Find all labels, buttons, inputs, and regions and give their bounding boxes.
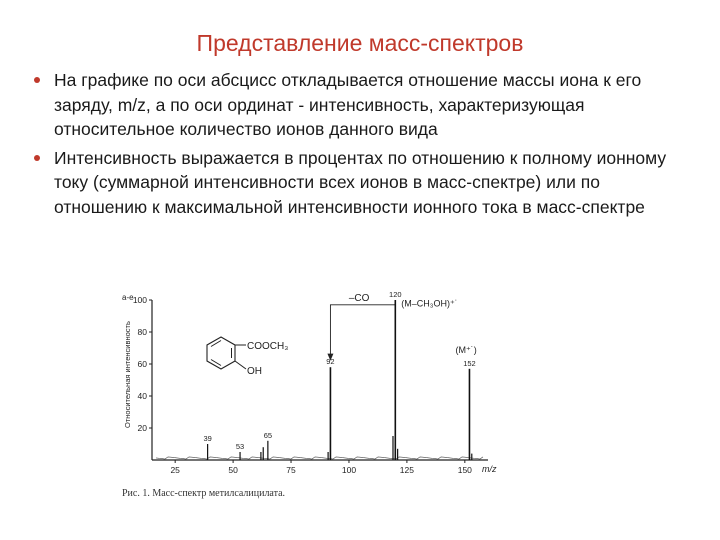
peak-label: 65 — [263, 430, 273, 440]
x-tick-label: 50 — [228, 465, 238, 475]
mass-spectrum-chart — [116, 288, 506, 506]
molecule-structure — [207, 337, 288, 377]
peak-label: 53 — [235, 442, 245, 451]
peak-label: 92 — [326, 357, 335, 367]
peak-label: 152 — [463, 358, 476, 368]
molecular-ion-label: (M⁺˙) — [455, 344, 477, 355]
y-tick-label: 80 — [137, 327, 147, 337]
bullet-item — [32, 68, 692, 142]
x-tick-label: 25 — [170, 465, 180, 475]
baseline-noise — [156, 457, 483, 459]
y-tick-label: 20 — [137, 423, 147, 433]
bullet-dot-icon — [34, 77, 40, 83]
slide-title: Представление масс-спектров — [196, 30, 524, 56]
x-tick-label: 125 — [399, 465, 414, 475]
co-loss-label: –CO — [348, 293, 370, 304]
x-tick-label: 75 — [286, 465, 296, 475]
bullet-item — [32, 146, 692, 220]
y-axis-label: Относительная интенсивность — [123, 321, 132, 428]
x-tick-label: 100 — [341, 465, 357, 475]
structure-ester-label: COOCH₃ — [247, 341, 289, 352]
bullet-list — [32, 68, 692, 223]
x-axis-label: m/z — [482, 464, 497, 474]
bullet-text: Интенсивность выражается в процентах по отношению к полному ионному току (суммарной интенсивности всех ионов в масс-спектре) или по отношению к максимальной интенсивности ионного тока в масс-спектре — [54, 147, 667, 217]
co-loss-annotation — [327, 293, 476, 361]
x-tick-label: 150 — [457, 465, 472, 475]
peak-label: 120 — [389, 290, 402, 299]
y-tick-label: 60 — [137, 359, 147, 369]
y-tick-label: 100 — [132, 295, 147, 305]
bullet-text: На графике по оси абсцисс откладывается отношение массы иона к его заряду, m/z, а по оси ординат - интенсивность, характеризующая относительное количество ионов данного вида — [54, 70, 642, 139]
ion-fragment-label: (M–CH₃OH)⁺˙ — [401, 298, 458, 309]
structure-hydroxyl-label: OH — [247, 366, 262, 377]
y-unit-label: а-е — [122, 293, 134, 302]
y-tick-label: 40 — [137, 391, 147, 401]
peak-label: 39 — [203, 434, 212, 443]
figure-caption: Рис. 1. Масс-спектр метилсалицилата. — [122, 488, 286, 499]
bullet-dot-icon — [34, 155, 40, 161]
